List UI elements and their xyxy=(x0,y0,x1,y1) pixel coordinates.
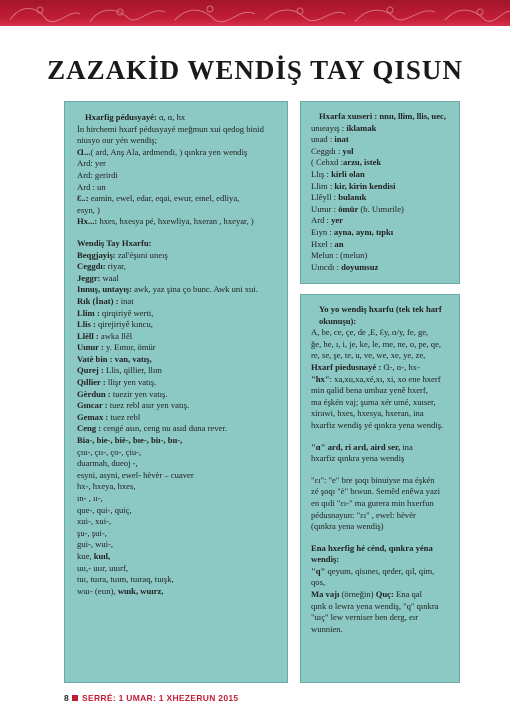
definition-text: awka llêl xyxy=(98,330,133,341)
bold-term: Qıllier : xyxy=(77,377,106,388)
definition-text: "uıç" lew verniser ben derg, eır xyxy=(311,612,419,623)
text-line xyxy=(311,262,451,274)
text-line xyxy=(77,574,277,586)
text-line xyxy=(77,400,277,412)
text-line xyxy=(77,170,277,182)
left-info-box xyxy=(64,101,288,683)
bold-term: Hxarfig pédusyayé: xyxy=(85,112,157,122)
text-line xyxy=(311,123,451,135)
definition-text: qirqiriyê werti, xyxy=(99,307,154,318)
text-line xyxy=(77,182,277,194)
bold-term: yer xyxy=(331,215,343,226)
definition-text: xui-, xui-, xyxy=(77,516,112,527)
definition-text: Ard : xyxy=(311,215,332,226)
text-line xyxy=(77,493,277,505)
text-line: (qınkra yena wendiş) xyxy=(311,521,384,532)
bold-term: Gemax : xyxy=(77,411,109,422)
text-line: zé şoqı "è" bıwun. Semêd enêwa yazi xyxy=(311,486,440,497)
definition-text: İn hirchemi hxarf pédusyayé meğmun xui qedog binid xyxy=(77,123,264,134)
text-line xyxy=(77,365,277,377)
text-line xyxy=(77,308,277,320)
definition-text: ina xyxy=(400,441,413,452)
definition-text: esyni, asyni, ewel- hèvèr – cuaver xyxy=(77,469,194,480)
bold-term: Ceng : xyxy=(77,423,102,434)
definition-text: riyar, xyxy=(105,261,126,272)
text-line xyxy=(311,134,451,146)
definition-text: Ard : un xyxy=(77,181,106,192)
text-line xyxy=(77,331,277,343)
bold-term: kuıl, xyxy=(93,550,111,561)
definition-text: kue, xyxy=(77,550,94,561)
text-line: ğe, he, ı, i, je, ke, le, me, ne, o, pe, qe, xyxy=(311,338,442,349)
bold-term: Bia-, bie-, biè-, bıe-, biı-, bıı-, xyxy=(77,435,183,446)
text-line xyxy=(77,389,277,401)
definition-text: tuez rebl asır yen vatış. xyxy=(107,400,190,411)
bold-term: kir, kirin kendisi xyxy=(334,180,396,191)
text-line: hxarfiz wendiş yé qınkra yena wendiş. xyxy=(311,419,444,430)
right-bottom-info-box xyxy=(300,294,460,683)
definition-text: Uıncdı : xyxy=(311,261,342,272)
definition-text: qos, xyxy=(311,577,326,588)
definition-text: Ard: gerirdi xyxy=(77,169,118,180)
definition-text: Hxel : xyxy=(311,238,335,249)
text-line xyxy=(311,624,451,636)
bold-term: iklamak xyxy=(346,122,377,133)
text-line xyxy=(311,566,451,578)
text-line: A, be, ce, çe, de ,E, Ɛy, ɑ/y, fe, ge, xyxy=(311,327,429,338)
bold-term: "hx" xyxy=(311,373,330,384)
text-line xyxy=(77,447,277,459)
definition-text: wunnien. xyxy=(311,623,343,634)
bold-term: Jeggr: xyxy=(77,272,101,283)
text-line: xirawi, hxes, hxesya, hxeran, ina xyxy=(311,408,424,419)
bold-term: Gıncar : xyxy=(77,400,108,411)
definition-text: hxes, hxesya pé, hxewliya, hxeran , hxeyar, ) xyxy=(97,216,254,227)
definition-text: Llış : xyxy=(311,168,332,179)
definition-text: Uımır : xyxy=(311,203,339,214)
bold-term: Ceggdı: xyxy=(77,261,106,272)
footer xyxy=(64,693,238,703)
definition-text: eamin, ewel, edar, eqai, ewur, emel, edliya, xyxy=(88,193,240,204)
text-line xyxy=(311,146,451,158)
text-line xyxy=(77,551,277,563)
text-line xyxy=(311,612,451,624)
text-line: ma éşkén vaj; şuma xér umé, xuıser, xyxy=(311,396,436,407)
text-line: "ɛı": "e" bre şoqı binuiyse ma éşkén xyxy=(311,474,435,485)
text-line: en qıdi "ɛı-" ma gurera min hxerfun xyxy=(311,497,434,508)
text-line xyxy=(77,296,277,308)
definition-text: Llim : xyxy=(311,180,335,191)
bold-term: Llim : xyxy=(77,307,100,318)
spacer xyxy=(311,432,451,442)
text-line xyxy=(77,250,277,262)
bold-term: inat xyxy=(334,134,349,145)
bold-term: bulanık xyxy=(338,192,367,203)
text-line xyxy=(77,563,277,575)
text-line xyxy=(311,239,451,251)
text-line xyxy=(77,216,277,228)
text-line xyxy=(311,169,451,181)
definition-text: tuı, tuıra, tuım, tuıraq, tuışk, xyxy=(77,574,174,585)
text-line: hxarfiz qınkra yena wendiş xyxy=(311,453,405,464)
bold-term: arzu, istek xyxy=(342,157,382,168)
text-line xyxy=(77,539,277,551)
text-line xyxy=(77,528,277,540)
text-line xyxy=(311,250,451,262)
text-line xyxy=(77,319,277,331)
text-line xyxy=(311,374,451,386)
definition-text: Eıyn : xyxy=(311,226,334,237)
text-line xyxy=(77,342,277,354)
text-line xyxy=(77,135,277,147)
box-heading: Hxarfa xuıseri : nnıı, llim, llis, uec, xyxy=(319,111,446,121)
definition-text: que-, qui-, quiç, xyxy=(77,504,132,515)
definition-text: niusyo our yén wendiş; xyxy=(77,135,157,146)
bold-term: Rık (İnat) : xyxy=(77,295,119,306)
bold-term: Vatè bin : van, vatış, xyxy=(77,353,152,364)
definition-text: (b. Uımırile) xyxy=(358,203,404,214)
text-line: pédusnayun: "ɛı" , ewel: hèvèr xyxy=(311,509,416,520)
definition-text: ( ard, Anş Ala, ardmendi, ) qınkra yen wendiş xyxy=(90,146,248,157)
bold-term: Ma vajı xyxy=(311,589,340,600)
bold-term: Ɑ... xyxy=(77,146,91,157)
bold-term: Llèll : xyxy=(77,330,99,341)
bold-term: "ɑ" ard, ri ard, aird ser, xyxy=(311,441,401,452)
text-line xyxy=(77,112,277,124)
page-title: ZAZAKİD WENDİŞ TAY QISUN xyxy=(47,55,463,85)
decorative-header-band xyxy=(0,0,510,26)
definition-text: ın- , ıı-, xyxy=(77,493,103,503)
text-line xyxy=(77,435,277,447)
definition-text: waal xyxy=(100,272,119,283)
bold-term: ayna, aynı, tıpkı xyxy=(333,226,394,237)
text-line xyxy=(311,192,451,204)
text-line xyxy=(77,158,277,170)
text-line xyxy=(77,470,277,482)
definition-text: inat xyxy=(118,295,134,306)
text-line xyxy=(77,423,277,435)
bold-term: Hxarf piedusnayé : xyxy=(311,361,382,372)
bold-term: ömür xyxy=(338,203,359,214)
bold-term: yol xyxy=(342,145,354,156)
text-line xyxy=(77,124,277,136)
bold-term: wuık, wuırz, xyxy=(117,585,164,596)
bold-term: Llis : xyxy=(77,319,96,330)
definition-text: awk, yaz şina ço bunc. Awk uni xui. xyxy=(131,284,258,295)
definition-text: hx-, hxeya, hxes, xyxy=(77,481,136,492)
page-number: 8 xyxy=(64,693,70,703)
text-line xyxy=(311,601,451,613)
spacer xyxy=(311,533,451,543)
definition-text: Melun : (melun) xyxy=(311,250,368,261)
floral-pattern-icon xyxy=(0,0,510,26)
definition-text: wuı- (eıın), xyxy=(77,585,118,596)
definition-text: Ceggdı : xyxy=(311,145,343,156)
bold-term: Uımır : xyxy=(77,342,104,353)
bold-term: kirli olan xyxy=(331,168,365,179)
text-line xyxy=(77,261,277,273)
text-line xyxy=(77,377,277,389)
definition-text: Llis, qillier, llım xyxy=(103,365,162,376)
bold-term: an xyxy=(334,238,344,249)
bold-term: Gèrdun : xyxy=(77,388,111,399)
definition-text: zal'éşuni uneış xyxy=(115,249,168,260)
bold-term: Quç: xyxy=(375,589,394,600)
text-line xyxy=(311,577,451,589)
definition-text: qirejiriyê kıncu, xyxy=(95,319,153,330)
definition-text: çıu-, çıı-, ço-, çiu-, xyxy=(77,446,142,457)
bold-term: Hx...: xyxy=(77,216,98,227)
definition-text: şu-, şui-, xyxy=(77,527,107,538)
definition-text: unıeayış : xyxy=(311,122,347,133)
definition-text: qeyum, qisıneı, qeder, qıl, qim, xyxy=(325,565,435,576)
text-line xyxy=(77,273,277,285)
section-heading: Ena hxerfig hé cénd, qınkra yéna wendiş: xyxy=(311,542,433,565)
text-line: min qalid bena umbaz yenê hxerf, xyxy=(311,385,428,396)
spacer xyxy=(77,228,277,238)
definition-text: y. Eımır, ömür xyxy=(103,342,156,353)
bold-term: doyumsuz xyxy=(341,261,379,272)
definition-text: cengé asın, ceng nu asıd duna rever. xyxy=(101,423,227,434)
definition-text: gui-, wui-, xyxy=(77,539,114,550)
definition-text: duarmah, dueoj -, xyxy=(77,458,138,469)
text-line xyxy=(77,412,277,424)
text-line xyxy=(311,157,451,169)
text-line xyxy=(77,205,277,217)
definition-text: Ena qal xyxy=(393,589,422,600)
definition-text: tuezir yen vatış. xyxy=(110,388,168,399)
bold-term: "q" xyxy=(311,565,326,576)
text-line xyxy=(77,458,277,470)
definition-text: Llêyll : xyxy=(311,192,339,203)
footer-issue-text: SERRÉ: 1 UMAR: 1 XHEZERUN 2015 xyxy=(82,693,239,703)
definition-text: unad : xyxy=(311,134,335,145)
bold-term: Qurej : xyxy=(77,365,104,376)
box-heading: Yo yo wendiş hxarfu (tek tek harf okunuşu): xyxy=(319,304,442,326)
definition-text: ( Cehxd : xyxy=(311,157,343,168)
section-heading: Wendiş Tay Hxarfu: xyxy=(77,237,152,248)
text-line xyxy=(77,481,277,493)
bold-term: Ɛ..: xyxy=(77,193,89,204)
text-line xyxy=(77,354,277,366)
bold-term: Innuş, untayış: xyxy=(77,284,132,295)
text-line xyxy=(77,284,277,296)
text-line xyxy=(311,442,451,454)
text-line xyxy=(77,147,277,159)
definition-text: Ɑ-, ɑ-, hx- xyxy=(381,361,420,372)
square-bullet-icon xyxy=(72,695,78,701)
bold-term: Beqgjayiş: xyxy=(77,249,116,260)
text-line xyxy=(77,516,277,528)
definition-text: qınk o lewra yena wendiş, "q" qınkra xyxy=(311,600,439,611)
definition-text: tuez rebl xyxy=(108,411,141,422)
text-line xyxy=(311,227,451,239)
text-line xyxy=(311,181,451,193)
text-line xyxy=(311,204,451,216)
text-line xyxy=(77,193,277,205)
text-line: re, se, şe, te, u, ve, we, xe, ye, ze, xyxy=(311,350,426,361)
text-line xyxy=(311,589,451,601)
definition-text: : xa,xu,xa,xé,xı, xi, xo ene hxerf xyxy=(329,373,441,384)
definition-text: ɑ, ɑ, hx xyxy=(156,112,186,122)
text-line xyxy=(311,215,451,227)
text-line xyxy=(77,586,277,598)
text-line xyxy=(77,505,277,517)
definition-text: llişr yen vatış. xyxy=(105,377,157,388)
definition-text: Ard: yer xyxy=(77,158,106,169)
definition-text: uıı,- uıır, uuırf, xyxy=(77,562,128,573)
definition-text: (örneğin) xyxy=(339,589,376,600)
right-top-info-box xyxy=(300,101,460,284)
spacer xyxy=(311,465,451,475)
definition-text: esyn, ) xyxy=(77,204,100,215)
text-line xyxy=(311,362,451,374)
